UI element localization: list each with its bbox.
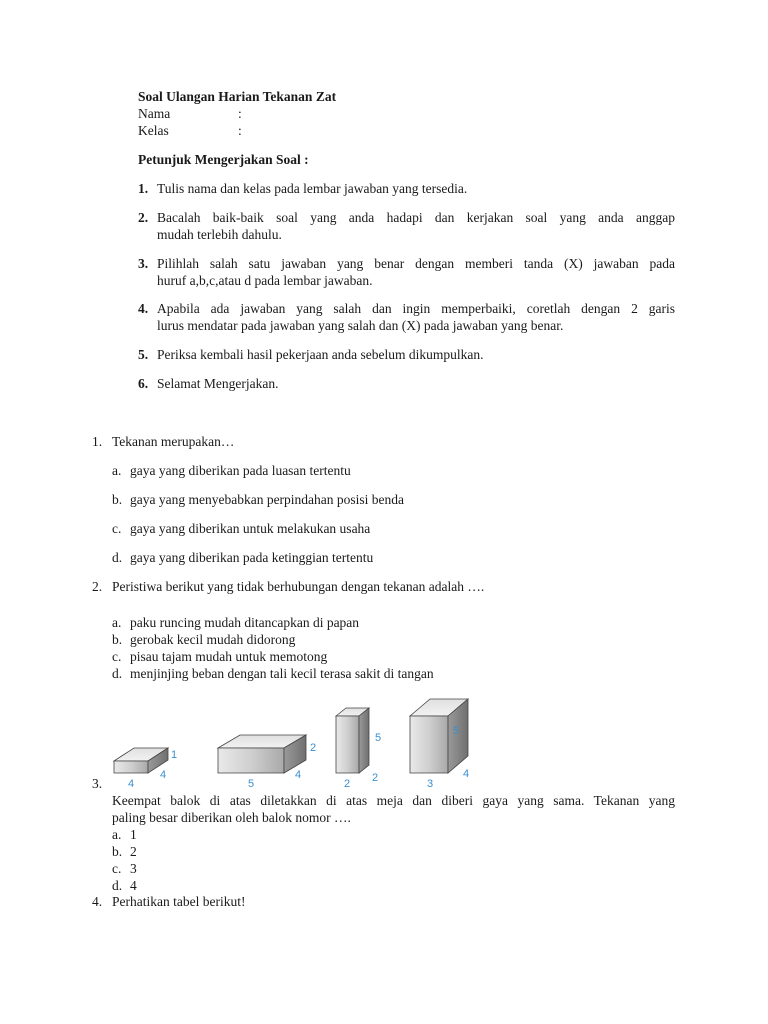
block-3	[336, 708, 381, 790]
option-letter: a.	[112, 463, 122, 478]
option-text: gaya yang diberikan pada ketinggian tertentu	[130, 550, 374, 565]
option-letter: b.	[112, 492, 123, 507]
instruction-text: Periksa kembali hasil pekerjaan anda sebelum dikumpulkan.	[157, 347, 484, 362]
option-letter: a.	[112, 827, 122, 842]
option-text: gerobak kecil mudah didorong	[130, 632, 296, 647]
question-text: Keempat balok di atas diletakkan di atas meja dan diberi gaya yang sama. Tekanan yang	[112, 793, 675, 808]
block-3-label-length: 2	[343, 778, 351, 790]
instruction-number: 4.	[138, 301, 149, 316]
question-number: 2.	[92, 579, 103, 594]
option-letter: a.	[112, 615, 122, 630]
block-1	[114, 748, 177, 790]
block-1-front	[114, 761, 148, 773]
option-text: gaya yang diberikan untuk melakukan usaha	[130, 521, 371, 536]
block-3-label-height: 5	[374, 732, 382, 744]
option-letter: b.	[112, 844, 123, 859]
instruction-text-cont: mudah terlebih dahulu.	[157, 227, 282, 242]
option-text: 1	[130, 827, 137, 842]
option-text: pisau tajam mudah untuk memotong	[130, 649, 328, 664]
nama-row	[138, 105, 242, 122]
option-text: 2	[130, 844, 137, 859]
option-text: menjinjing beban dengan tali kecil terasa sakit di tangan	[130, 666, 434, 681]
instruction-text: Tulis nama dan kelas pada lembar jawaban yang tersedia.	[157, 181, 468, 196]
block-4	[410, 699, 469, 790]
option-text: 3	[130, 861, 137, 876]
block-2-label-height: 2	[309, 742, 317, 754]
instruction-text: Selamat Mengerjakan.	[157, 376, 279, 391]
block-1-label-width: 4	[159, 769, 167, 781]
block-2-label-length: 5	[247, 778, 255, 790]
instruction-number: 5.	[138, 347, 149, 362]
block-4-label-height: 5	[452, 725, 460, 737]
option-text: paku runcing mudah ditancapkan di papan	[130, 615, 360, 630]
question-number: 1.	[92, 434, 103, 449]
question-text-cont: paling besar diberikan oleh balok nomor ….	[112, 810, 351, 825]
block-3-label-width: 2	[371, 772, 379, 784]
document-title: Soal Ulangan Harian Tekanan Zat	[138, 89, 337, 104]
question-number: 3.	[92, 776, 103, 791]
instruction-number: 1.	[138, 181, 149, 196]
option-letter: d.	[112, 666, 123, 681]
instruction-number: 6.	[138, 376, 149, 391]
nama-label: Nama	[138, 106, 171, 121]
block-1-label-length: 4	[127, 778, 135, 790]
kelas-colon: :	[238, 123, 242, 138]
option-letter: c.	[112, 649, 122, 664]
block-2-label-width: 4	[294, 769, 302, 781]
instruction-number: 3.	[138, 256, 149, 271]
block-2	[218, 735, 316, 790]
instruction-text: Bacalah baik-baik soal yang anda hadapi dan kerjakan soal yang anda anggap	[157, 210, 675, 225]
option-text: gaya yang diberikan pada luasan tertentu	[130, 463, 351, 478]
block-2-front	[218, 748, 284, 773]
question-text: Tekanan merupakan…	[112, 434, 235, 449]
option-letter: d.	[112, 550, 123, 565]
option-letter: d.	[112, 878, 123, 893]
instruction-text-cont: lurus mendatar pada jawaban yang salah dan (X) pada jawaban yang benar.	[157, 318, 564, 333]
block-3-side	[359, 708, 369, 773]
instruction-text: Apabila ada jawaban yang salah dan ingin memperbaiki, coretlah dengan 2 garis	[157, 301, 675, 316]
blocks-figure	[80, 690, 480, 790]
instructions-heading: Petunjuk Mengerjakan Soal :	[138, 152, 309, 167]
question-text: Peristiwa berikut yang tidak berhubungan dengan tekanan adalah ….	[112, 579, 485, 594]
kelas-label: Kelas	[138, 123, 169, 138]
option-letter: b.	[112, 632, 123, 647]
block-4-front	[410, 716, 448, 773]
question-text: Perhatikan tabel berikut!	[112, 894, 246, 909]
block-1-label-height: 1	[170, 749, 178, 761]
block-4-label-length: 3	[426, 778, 434, 790]
question-number: 4.	[92, 894, 103, 909]
option-text: gaya yang menyebabkan perpindahan posisi benda	[130, 492, 405, 507]
option-text: 4	[130, 878, 137, 893]
block-3-front	[336, 716, 359, 773]
instruction-text: Pilihlah salah satu jawaban yang benar dengan memberi tanda (X) jawaban pada	[157, 256, 675, 271]
instruction-text-cont: huruf a,b,c,atau d pada lembar jawaban.	[157, 273, 373, 288]
kelas-row	[138, 122, 242, 139]
instruction-number: 2.	[138, 210, 149, 225]
block-4-label-width: 4	[462, 768, 470, 780]
option-letter: c.	[112, 521, 122, 536]
option-letter: c.	[112, 861, 122, 876]
nama-colon: :	[238, 106, 242, 121]
